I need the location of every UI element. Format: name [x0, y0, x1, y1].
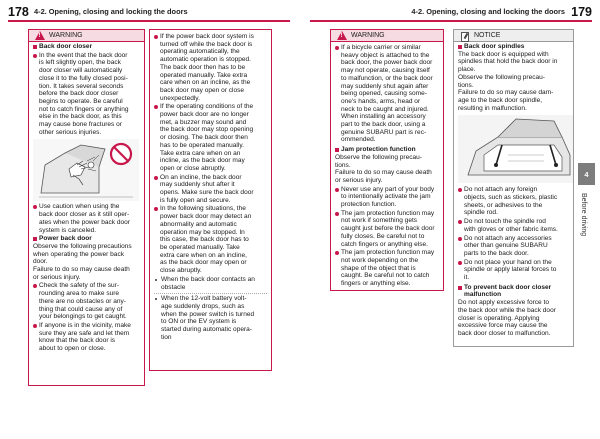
- section-marker-icon: [33, 45, 37, 49]
- left-page-header: [8, 6, 290, 22]
- chapter-label: Before driving: [580, 193, 587, 237]
- section-marker-icon: [458, 45, 462, 49]
- bullet-dot-icon: [33, 284, 37, 288]
- bullet-item: The jam protection function may not work if something gets caught just before the back door fully closes. Be careful not to catch fingers or anything else.: [335, 210, 439, 249]
- chapter-number: 4: [584, 169, 589, 179]
- bullet-dot-icon: [154, 207, 158, 211]
- bullet-item: If anyone is in the vicinity, make sure they are safe and let them know that the back door is about to open or close.: [33, 322, 140, 353]
- left-page-number: 178: [8, 5, 29, 19]
- bullet-dot-icon: [33, 205, 37, 209]
- left-page-title: 4-2. Opening, closing and locking the doors: [34, 7, 188, 16]
- paragraph: The back door is equipped with spindles that hold the back door in place. Observe the following precau- tions. Failure to do so may cause dam- age to the back door spindle, resulting in malfunction.: [458, 50, 558, 112]
- sub-bullet-dot-icon: [155, 298, 157, 300]
- bullet-dot-icon: [335, 188, 339, 192]
- bullet-item: If a bicycle carrier or similar heavy object is attached to the back door, the power back door may not operate, causing itself to malfunction, or the back door may suddenly shut again after being opened, causing some- one's hands, arms, head or neck to be caught and injured. When installing an accessory part to the back door, using a genuine SUBARU part is rec- ommended.: [335, 44, 439, 144]
- warning-label: WARNING: [49, 31, 83, 39]
- notice-label: NOTICE: [474, 31, 501, 39]
- bullet-dot-icon: [33, 324, 37, 328]
- notice-header: [454, 30, 573, 42]
- paragraph: Observe the following precautions when operating the power back door. Failure to do so may cause death or serious injury.: [33, 242, 132, 281]
- bullet-item: In the event that the back door is left slightly open, the back door closer will automatically close it to the fully closed posi- tion. It takes several seconds before the back door closer begins to operate. Be careful not to catch fingers or anything else in the back door, as this may cause bone fractures or other serious injuries.: [33, 52, 140, 137]
- bullet-dot-icon: [458, 220, 462, 224]
- warning-box-continued: [149, 29, 272, 371]
- warning-box-jam-protection: [330, 29, 444, 291]
- bullet-dot-icon: [154, 105, 158, 109]
- paragraph: Observe the following precau- tions. Failure to do so may cause death or serious injury.: [335, 153, 432, 184]
- bullet-item: On an incline, the back door may suddenly shut after it opens. Make sure the back door is fully open and secure.: [154, 174, 267, 205]
- warning-box-back-door-closer: [28, 29, 145, 386]
- sub-bullet-item: When the 12-volt battery volt- age suddenly drops, such as when the power switch is turned to ON or the EV system is started during automatic opera- tion: [154, 295, 267, 341]
- right-page-number: 179: [571, 5, 592, 19]
- section-heading-back-door-closer: Back door closer: [33, 43, 140, 51]
- chapter-tab[interactable]: [578, 163, 595, 185]
- bullet-item: In the following situations, the power back door may detect an abnormality and automatic operation may be stopped. In this case, the back door has to be operated manually. Take extra care when on an incline, as the back door may open or close abruptly.: [154, 205, 267, 274]
- back-door-illustration: [33, 139, 139, 201]
- bullet-dot-icon: [154, 35, 158, 39]
- section-marker-icon: [33, 237, 37, 241]
- bullet-item: The jam protection function may not work depending on the shape of the object that is caught. Be careful not to catch fingers or anything else.: [335, 249, 439, 288]
- section-marker-icon: [335, 148, 339, 152]
- section-heading-prevent-malfunction: To prevent back door closer malfunction: [458, 284, 569, 299]
- sub-bullet-item: When the back door contacts an obstacle: [154, 276, 267, 291]
- bullet-dot-icon: [458, 188, 462, 192]
- paragraph: Do not apply excessive force to the back door while the back door closer is operating. Applying excessive force may cause the back door closer to malfunction.: [458, 299, 556, 337]
- right-page-title: 4-2. Opening, closing and locking the doors: [411, 7, 565, 16]
- car-back-door-prohibited-illustration: [33, 139, 139, 201]
- bullet-dot-icon: [33, 54, 37, 58]
- section-heading-back-door-spindles: Back door spindles: [458, 43, 569, 51]
- warning-header: [29, 30, 144, 42]
- bullet-item: Do not attach any foreign objects, such as stickers, plastic sheets, or adhesives to the spindle rod.: [458, 186, 569, 217]
- bullet-item: If the power back door system is turned off while the back door is operating automatically, the automatic operation is stopped. The back door then has to be operated manually. Take extra care when on an incline, as the back door may open or close unexpectedly.: [154, 33, 267, 102]
- bullet-item: Use caution when using the back door closer as it still oper- ates when the power back door system is canceled.: [33, 203, 140, 234]
- notice-box-back-door-spindles: [453, 29, 574, 347]
- bullet-item: Do not place your hand on the spindle or apply lateral forces to it.: [458, 259, 569, 282]
- bullet-dot-icon: [154, 176, 158, 180]
- bullet-dot-icon: [335, 212, 339, 216]
- section-heading-power-back-door: Power back door: [33, 235, 140, 243]
- bullet-item: Do not attach any accessories other than genuine SUBARU parts to the back door.: [458, 235, 569, 258]
- warning-triangle-icon: [35, 31, 45, 40]
- bullet-item: Never use any part of your body to intentionally activate the jam protection function.: [335, 186, 439, 209]
- back-door-spindle-illustration: [458, 115, 574, 183]
- divider: [154, 293, 267, 294]
- open-back-door-spindle-illustration: [458, 115, 574, 183]
- section-marker-icon: [458, 286, 462, 290]
- section-heading-jam-protection: Jam protection function: [335, 146, 439, 154]
- notice-pencil-icon: [460, 31, 470, 41]
- bullet-dot-icon: [458, 237, 462, 241]
- warning-header: [331, 30, 443, 42]
- right-page-header: [310, 6, 592, 22]
- warning-label: WARNING: [351, 31, 385, 39]
- bullet-dot-icon: [335, 46, 339, 50]
- bullet-item: Do not touch the spindle rod with gloves or other fabric items.: [458, 218, 569, 233]
- bullet-dot-icon: [458, 261, 462, 265]
- warning-triangle-icon: [337, 31, 347, 40]
- bullet-item: If the operating conditions of the power back door are no longer met, a buzzer may sound and the back door may stop opening or closing. The back door then has to be operated manually. Take extra care when on an incline, as the back door may open or close abruptly.: [154, 103, 267, 172]
- bullet-item: Check the safety of the sur- rounding area to make sure there are no obstacles or any- thing that could cause any of your belongings to get caught.: [33, 282, 140, 321]
- sub-bullet-dot-icon: [155, 279, 157, 281]
- bullet-dot-icon: [335, 251, 339, 255]
